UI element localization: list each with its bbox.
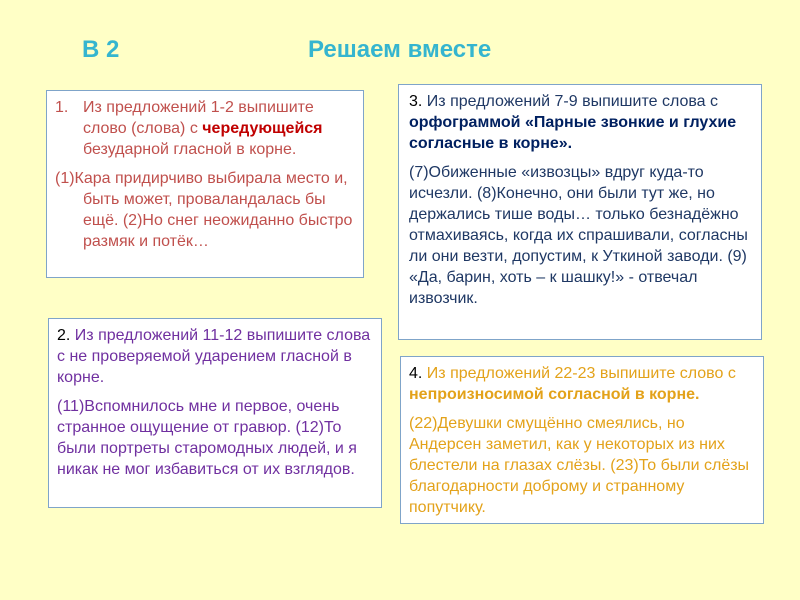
task-2-instruction — [57, 325, 373, 388]
task-3-number: 3. — [409, 93, 423, 110]
task-2-text: Из предложений 11-12 выпишите слова с не проверяемой ударением гласной в корне. — [57, 327, 371, 386]
task-1-number: 1. — [55, 99, 69, 116]
task-1-text: Из предложений 1-2 выпишите слово (слова) с — [83, 99, 314, 137]
task-4-instruction — [409, 363, 755, 405]
task-1-text-end: безударной гласной в корне. — [83, 141, 297, 158]
task-2-passage: (11)Вспомнилось мне и первое, очень странное ощущение от гравюр. (12)То были портреты старомодных людей, и я никак не мог избавиться от их взглядов. — [57, 398, 357, 478]
task-3-passage: (7)Обиженные «извозцы» вдруг куда-то исчезли. (8)Конечно, они были тут же, но держались тише воды… только безнадёжно отмахиваясь, когда их спрашивали, согласны ли они везти, допустим, к Уткиной заводи. (9) «Да, барин, хоть – к шашку!» - отвечал извозчик. — [409, 164, 748, 307]
task-4-text: Из предложений 22-23 выпишите слово с — [422, 365, 736, 382]
task-4-box — [400, 356, 764, 524]
slide-label: В 2 — [82, 36, 120, 63]
task-4-highlight: непроизносимой согласной в корне. — [409, 386, 700, 403]
task-4-passage: (22)Девушки смущённо смеялись, но Андерсен заметил, как у некоторых из них блестели на глазах слёзы. (23)То были слёзы благодарности доброму и странному попутчику. — [409, 415, 750, 516]
task-1-passage — [55, 168, 355, 252]
task-1-box — [46, 90, 364, 278]
task-2-box — [48, 318, 382, 508]
task-1-instruction — [55, 97, 355, 160]
task-4-number: 4. — [409, 365, 423, 382]
task-2-number: 2. — [57, 327, 71, 344]
task-3-instruction — [409, 91, 751, 154]
task-1-passage-text: (1)Кара придирчиво выбирала место и, быть может, проваландалась бы ещё. (2)Но снег неожиданно быстро размяк и потёк… — [55, 170, 353, 250]
task-3-box — [398, 84, 762, 340]
slide-title: Решаем вместе — [308, 36, 492, 63]
task-1-highlight: чередующейся — [202, 120, 323, 137]
task-3-text: Из предложений 7-9 выпишите слова с — [422, 93, 719, 110]
task-3-highlight: орфограммой «Парные звонкие и глухие согласные в корне». — [409, 114, 737, 152]
